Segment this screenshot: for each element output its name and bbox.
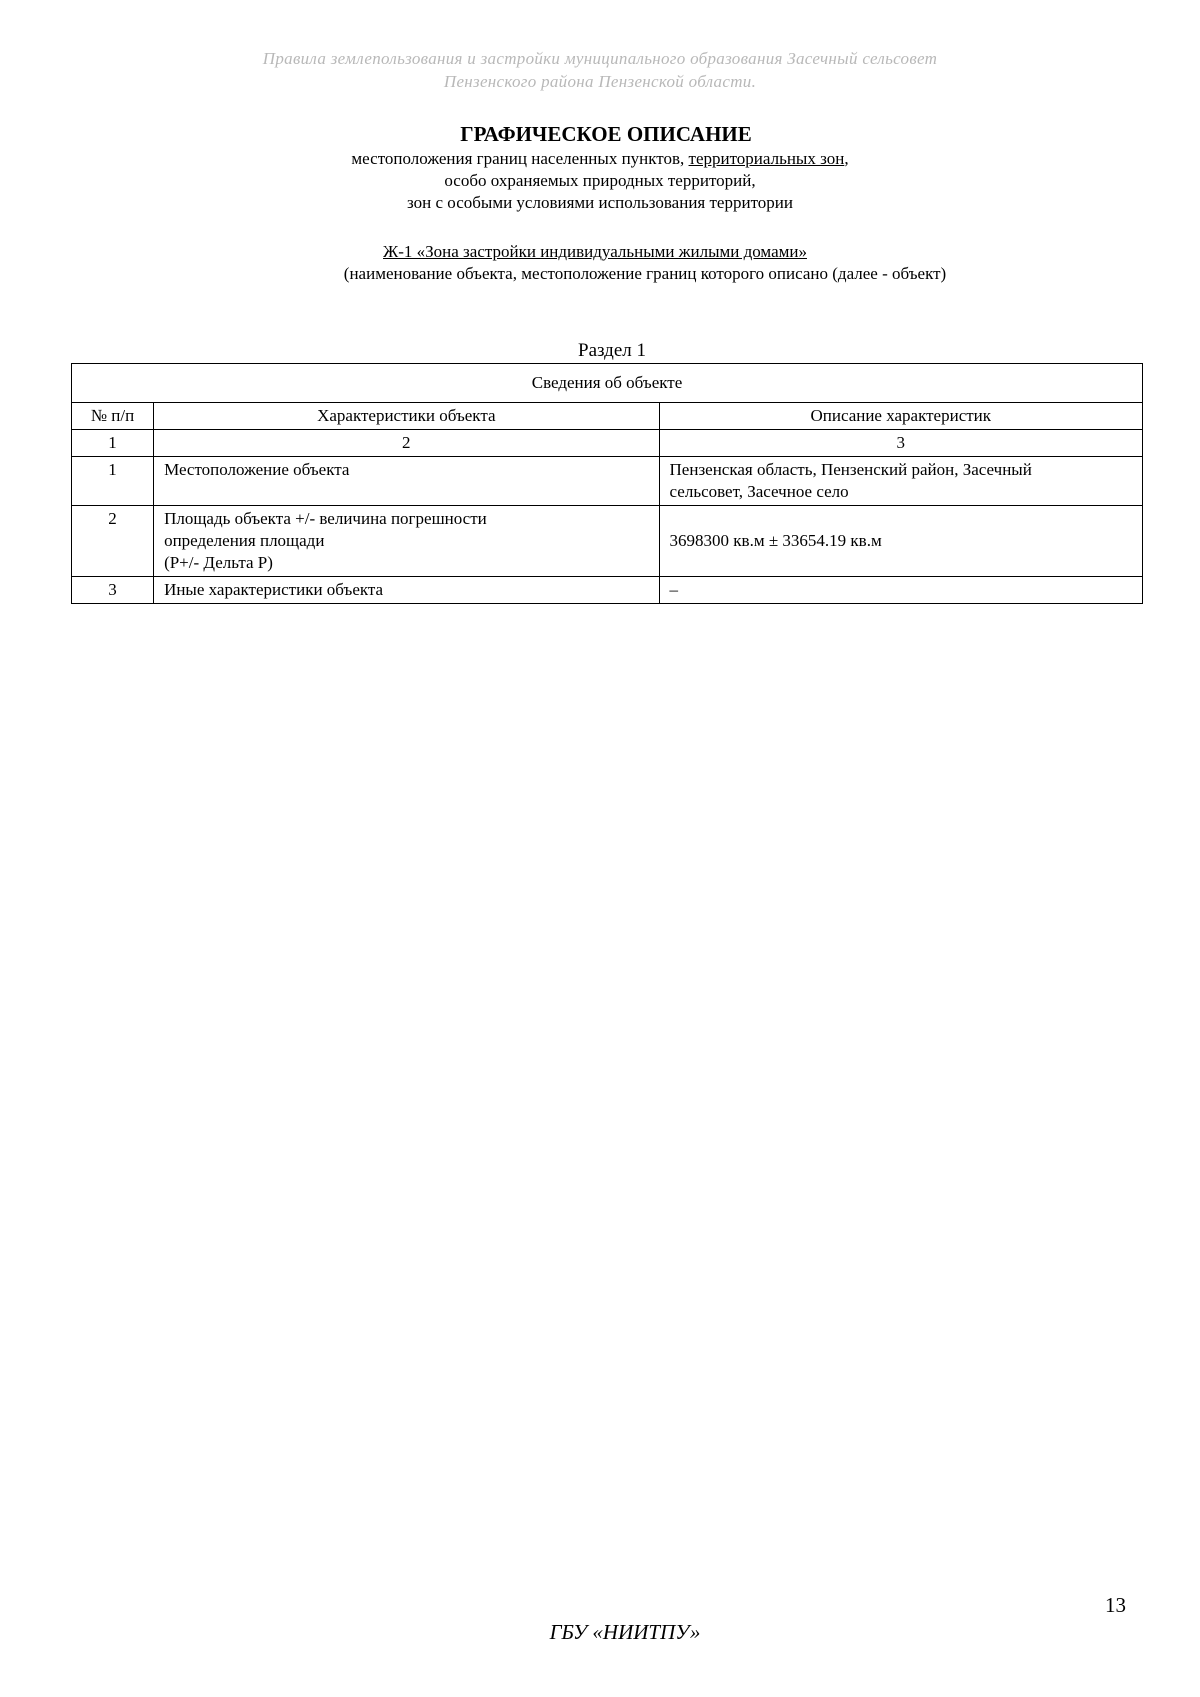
row-description: 3698300 кв.м ± 33654.19 кв.м [659,506,1142,577]
header-description: Описание характеристик [659,403,1142,430]
row-characteristic: Местоположение объекта [154,457,659,506]
table-header-row [72,403,1143,430]
page-number: 13 [1105,1593,1126,1617]
object-name: Ж-1 «Зона застройки индивидуальными жилыми домами» [383,242,807,261]
object-block [0,241,1200,285]
column-number-3: 3 [659,430,1142,457]
row-characteristic [154,506,659,577]
row-characteristic: Иные характеристики объекта [154,577,659,604]
row-description: – [659,577,1142,604]
table-caption-row [72,364,1143,403]
table-column-numbers-row [72,430,1143,457]
row-number: 3 [72,577,154,604]
row-characteristic-line-3: (P+/- Дельта P) [164,553,273,572]
row-number: 1 [72,457,154,506]
header-note-line-1: Правила землепользования и застройки муниципального образования Засечный сельсовет [262,49,938,68]
column-number-2: 2 [154,430,659,457]
header-note-line-2: Пензенского района Пензенской области. [443,72,757,91]
subtitle-line-1-part-3: , [844,149,849,168]
object-info-table [71,363,1143,604]
header-note [0,47,1200,93]
subtitle-line-1-part-1: местоположения границ населенных пунктов, [351,149,689,168]
column-number-1: 1 [72,430,154,457]
table-row [72,506,1143,577]
row-description-line-1: Пензенская область, Пензенский район, Засечный [669,460,1032,479]
row-characteristic-line-1: Площадь объекта +/- величина погрешности [164,509,487,528]
header-number: № п/п [72,403,154,430]
row-number: 2 [72,506,154,577]
subtitle-line-2: особо охраняемых природных территорий, [444,171,756,190]
footer-organization: ГБУ «НИИТПУ» [549,1620,701,1644]
row-characteristic-line-2: определения площади [164,531,325,550]
object-name-hint: (наименование объекта, местоположение границ которого описано (далее - объект) [343,264,947,283]
row-description-line-2: сельсовет, Засечное село [669,482,849,501]
table-caption: Сведения об объекте [72,364,1143,403]
section-title: Раздел 1 [578,340,646,361]
row-description [659,457,1142,506]
table-row [72,577,1143,604]
subtitle-line-3: зон с особыми условиями использования территории [407,193,793,212]
subtitle-line-1 [0,148,1200,170]
table-row [72,457,1143,506]
document-title: ГРАФИЧЕСКОЕ ОПИСАНИЕ [460,122,752,146]
header-characteristic: Характеристики объекта [154,403,659,430]
subtitle-line-1-part-2: территориальных зон [688,149,845,168]
title-block [0,120,1200,214]
